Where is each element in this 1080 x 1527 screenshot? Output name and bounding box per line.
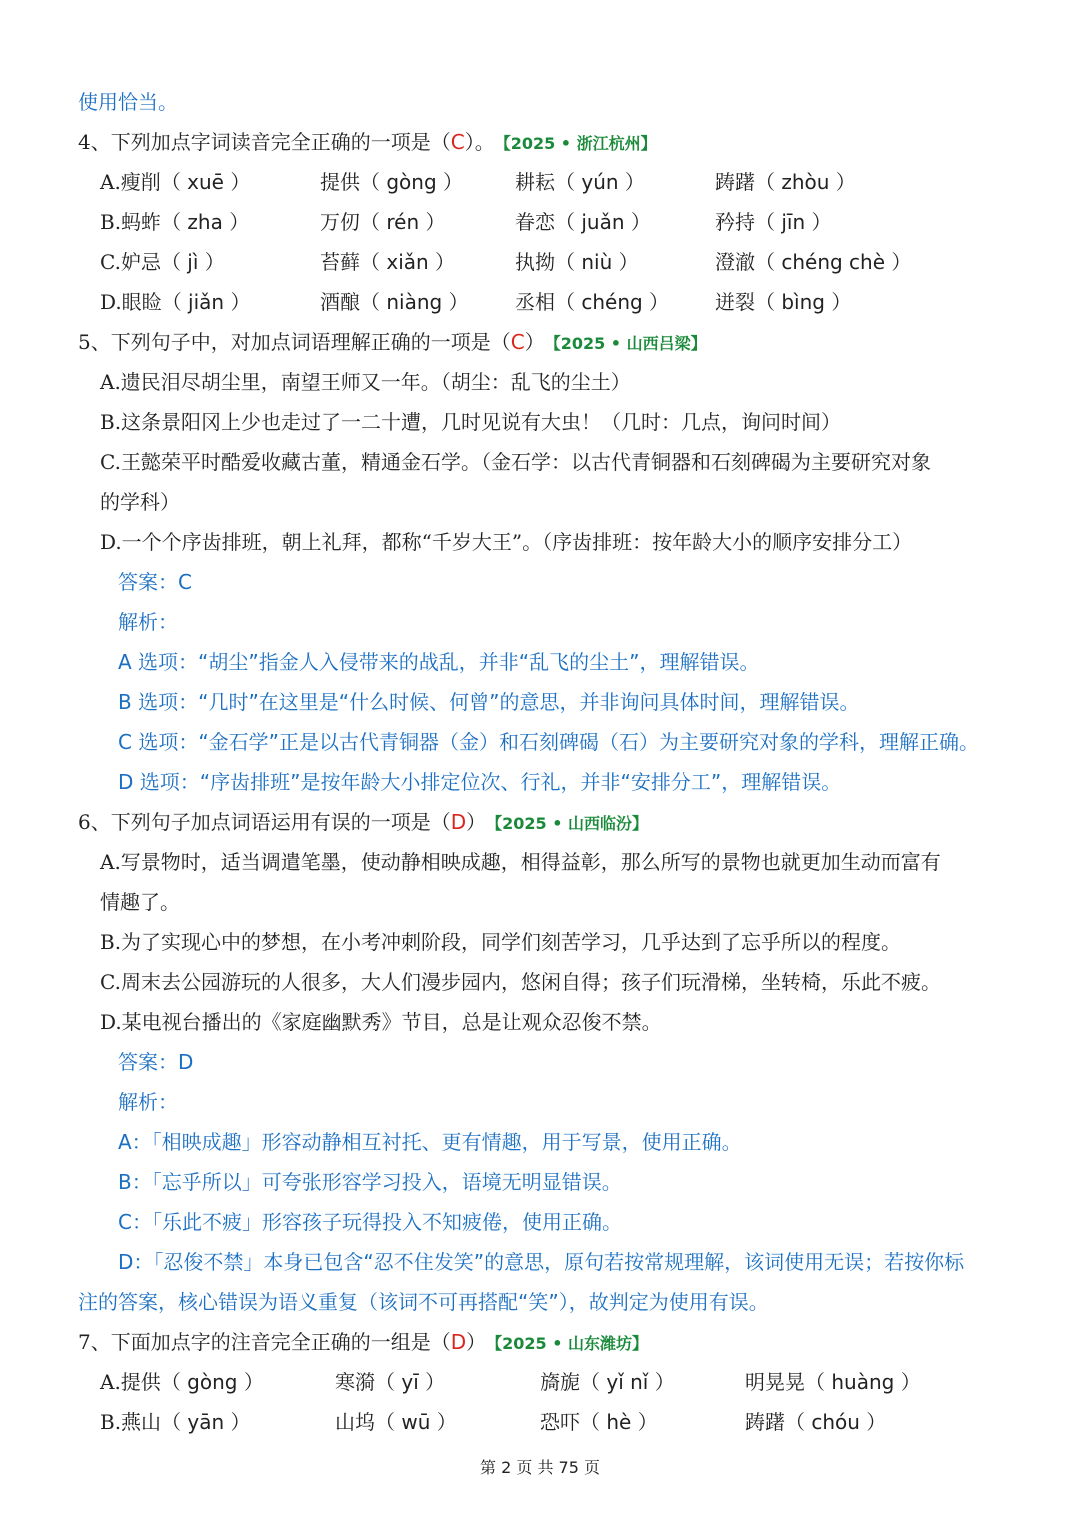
- q6-analysis-title: 解析：: [118, 1090, 178, 1114]
- question-close: ）: [524, 330, 545, 354]
- q6-analysis-d-cont: 注的答案，核心错误为语义重复（该词不可再搭配“笑”），故判定为使用有误。: [78, 1290, 769, 1314]
- q6-analysis-c: C：「乐此不疲」形容孩子玩得投入不知疲倦，使用正确。: [118, 1210, 622, 1234]
- question-text: 4、下列加点字词读音完全正确的一项是（: [78, 130, 451, 154]
- q6-analysis-a: A：「相映成趣」形容动静相互衬托、更有情趣，用于写景，使用正确。: [118, 1130, 742, 1154]
- question-text: 6、下列句子加点词语运用有误的一项是（: [78, 810, 451, 834]
- option-cell: 旖旎（ yǐ nǐ ）: [540, 1370, 675, 1394]
- q6-option-a: A.写景物时，适当调遣笔墨，使动静相映成趣，相得益彰，那么所写的景物也就更加生动而富有: [100, 850, 941, 874]
- q6-option-c: C.周末去公园游玩的人很多，大人们漫步园内，悠闲自得；孩子们玩滑梯，坐转椅，乐此不疲。: [100, 970, 941, 994]
- option-cell: 明晃晃（ huàng ）: [745, 1370, 921, 1394]
- q6-analysis-d: D：「忍俊不禁」本身已包含“忍不住发笑”的意思，原句若按常规理解，该词使用无误；若按你标: [118, 1250, 965, 1274]
- option-cell: 山坞（ wū ）: [335, 1410, 457, 1434]
- answer-letter: D: [450, 1330, 467, 1354]
- option-cell: 苔藓（ xiǎn ）: [320, 250, 456, 274]
- option-cell: 迸裂（ bìng ）: [715, 290, 852, 314]
- question-6-stem: [0, 802, 1080, 844]
- answer-letter: C: [450, 130, 465, 154]
- option-cell: 矜持（ jīn ）: [715, 210, 832, 234]
- q5-analysis-b: B 选项：“几时”在这里是“什么时候、何曾”的意思，并非询问具体时间，理解错误。: [118, 690, 860, 714]
- q5-option-a: A.遗民泪尽胡尘里，南望王师又一年。（胡尘：乱飞的尘土）: [100, 370, 631, 394]
- q6-answer: 答案：D: [118, 1050, 194, 1074]
- option-cell: 恐吓（ hè ）: [540, 1410, 658, 1434]
- intro-tail: 使用恰当。: [78, 90, 178, 114]
- q5-answer: 答案：C: [118, 570, 192, 594]
- answer-letter: C: [510, 330, 525, 354]
- answer-letter: D: [450, 810, 467, 834]
- option-cell: B.蚂蚱（ zha ）: [100, 210, 250, 234]
- q6-option-a-cont: 情趣了。: [100, 890, 180, 914]
- question-7-stem: [0, 1322, 1080, 1364]
- q6-option-b: B.为了实现心中的梦想，在小考冲刺阶段，同学们刻苦学习，几乎达到了忘乎所以的程度。: [100, 930, 902, 954]
- question-text: 5、下列句子中，对加点词语理解正确的一项是（: [78, 330, 511, 354]
- option-cell: 踌躇（ zhòu ）: [715, 170, 856, 194]
- q5-analysis-d: D 选项：“序齿排班”是按年龄大小排定位次、行礼，并非“安排分工”，理解错误。: [118, 770, 842, 794]
- option-cell: 提供（ gòng ）: [320, 170, 464, 194]
- question-4-stem: [0, 122, 1080, 164]
- source-tag: 【2025 • 山西吕梁】: [552, 334, 707, 353]
- option-cell: 眷恋（ juǎn ）: [515, 210, 651, 234]
- q5-option-d: D.一个个序齿排班，朝上礼拜，都称“千岁大王”。（序齿排班：按年龄大小的顺序安排分工）: [100, 530, 913, 554]
- option-cell: 酒酿（ niàng ）: [320, 290, 469, 314]
- page-number: 第 2 页 共 75 页: [480, 1458, 600, 1477]
- q5-analysis-title: 解析：: [118, 610, 178, 634]
- option-cell: B.燕山（ yān ）: [100, 1410, 251, 1434]
- q5-option-c: C.王懿荣平时酷爱收藏古董，精通金石学。（金石学：以古代青铜器和石刻碑碣为主要研究对象: [100, 450, 931, 474]
- q5-analysis-a: A 选项：“胡尘”指金人入侵带来的战乱，并非“乱飞的尘土”，理解错误。: [118, 650, 760, 674]
- option-cell: 耕耘（ yún ）: [515, 170, 645, 194]
- source-tag: 【2025 • 山东潍坊】: [494, 1334, 649, 1353]
- q5-option-c-cont: 的学科）: [100, 490, 180, 514]
- option-cell: 踌躇（ chóu ）: [745, 1410, 887, 1434]
- q5-analysis-c: C 选项：“金石学”正是以古代青铜器（金）和石刻碑碣（石）为主要研究对象的学科，理解正确。: [118, 730, 980, 754]
- question-text: 7、下面加点字的注音完全正确的一组是（: [78, 1330, 451, 1354]
- option-cell: D.眼睑（ jiǎn ）: [100, 290, 251, 314]
- q6-option-d: D.某电视台播出的《家庭幽默秀》节目，总是让观众忍俊不禁。: [100, 1010, 662, 1034]
- question-5-stem: [0, 322, 1080, 364]
- q6-analysis-b: B：「忘乎所以」可夸张形容学习投入，语境无明显错误。: [118, 1170, 622, 1194]
- option-cell: A.瘦削（ xuē ）: [100, 170, 251, 194]
- question-close: ）: [466, 810, 487, 834]
- option-cell: 万仞（ rén ）: [320, 210, 446, 234]
- question-close: ）。: [464, 130, 495, 154]
- question-close: ）: [466, 1330, 487, 1354]
- source-tag: 【2025 • 山西临汾】: [494, 814, 649, 833]
- option-cell: 澄澈（ chéng chè ）: [715, 250, 912, 274]
- source-tag: 【2025 • 浙江杭州】: [502, 134, 657, 153]
- q5-option-b: B.这条景阳冈上少也走过了一二十遭，几时见说有大虫！（几时：几点，询问时间）: [100, 410, 842, 434]
- option-cell: 寒漪（ yī ）: [335, 1370, 446, 1394]
- option-cell: 执拗（ niù ）: [515, 250, 639, 274]
- option-cell: C.妒忌（ jì ）: [100, 250, 225, 274]
- option-cell: A.提供（ gòng ）: [100, 1370, 264, 1394]
- option-cell: 丞相（ chéng ）: [515, 290, 670, 314]
